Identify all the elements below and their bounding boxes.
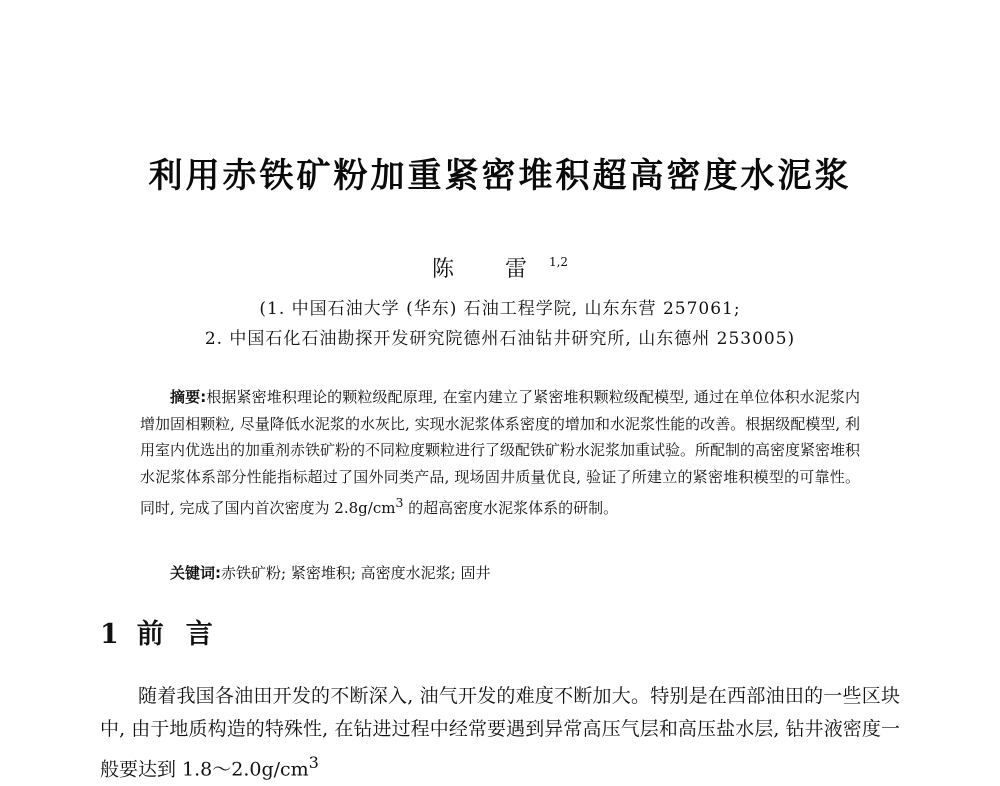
keywords xyxy=(140,562,860,583)
body-text: 随着我国各油田开发的不断深入, 油气开发的难度不断加大。特别是在西部油田的一些区块中, 由于地质构造的特殊性, 在钻进过程中经常要遇到异常高压气层和高压盐水层, 钻井液密度一般要达到 1.8～2.0g/cm xyxy=(100,685,900,781)
abstract-label: 摘要: xyxy=(170,388,207,406)
section-number: 1 xyxy=(100,619,119,650)
abstract-text: 根据紧密堆积理论的颗粒级配原理, 在室内建立了紧密堆积颗粒级配模型, 通过在单位体积水泥浆内增加固相颗粒, 尽量降低水泥浆的水灰比, 实现水泥浆体系密度的增加和水泥浆性能的改善。根据级配模型, 利用室内优选出的加重剂赤铁矿粉的不同粒度颗粒进行了级配铁矿粉水泥浆加重试验。所配制的高密度紧密堆积水泥浆体系部分性能指标超过了国外同类产品, 现场固井质量优良, 验证了所建立的紧密堆积模型的可靠性。同时, 完成了国内首次密度为 2.8g/cm xyxy=(140,388,861,517)
abstract xyxy=(140,384,860,522)
paper-title: 利用赤铁矿粉加重紧密堆积超高密度水泥浆 xyxy=(148,156,852,196)
keywords-text: 赤铁矿粉; 紧密堆积; 高密度水泥浆; 固井 xyxy=(221,564,491,582)
body-paragraph xyxy=(100,680,900,786)
author-line xyxy=(0,252,1000,283)
author-superscript: 1,2 xyxy=(548,255,569,269)
section-heading xyxy=(100,612,235,651)
keywords-label: 关键词: xyxy=(170,564,221,582)
abstract-text-end: 的超高密度水泥浆体系的研制。 xyxy=(403,499,619,517)
section-title: 前言 xyxy=(136,619,235,650)
author-name: 陈 雷 xyxy=(431,257,549,282)
affiliation-1: (1. 中国石油大学 (华东) 石油工程学院, 山东东营 257061; xyxy=(259,299,741,319)
affiliation-2: 2. 中国石化石油勘探开发研究院德州石油钻井研究所, 山东德州 253005) xyxy=(204,329,796,349)
body-unit-superscript: 3 xyxy=(308,753,319,772)
abstract-unit-superscript: 3 xyxy=(395,495,404,510)
